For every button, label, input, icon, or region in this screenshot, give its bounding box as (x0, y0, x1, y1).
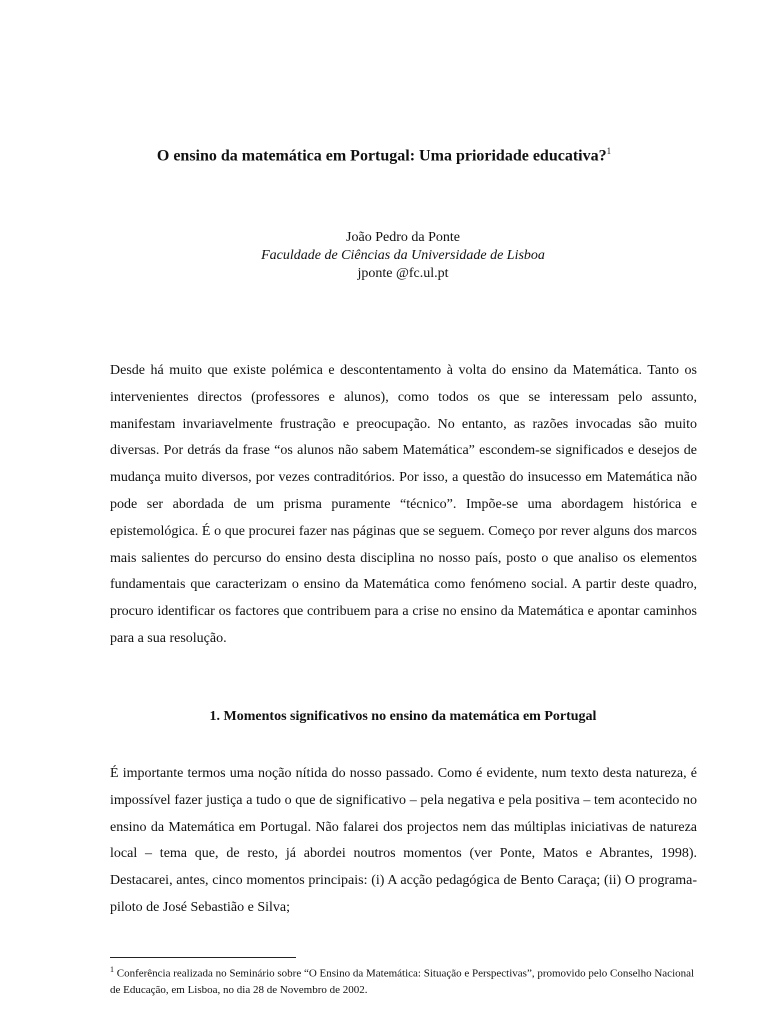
document-title (0, 146, 768, 165)
footnote-text: Conferência realizada no Seminário sobre “O Ensino da Matemática: Situação e Perspectivas”, promovido pelo Conselho Nacional de Educação, em Lisboa, no dia 28 de Novembro de 2002. (110, 967, 695, 996)
footnote-divider (110, 957, 296, 958)
intro-paragraph: Desde há muito que existe polémica e descontentamento à volta do ensino da Matemática. Tanto os intervenientes directos (professores e alunos), como todos os que se interessam pelo assunto, manifestam invariavelmente frustração e preocupação. No entanto, as razões invocadas são muito diversas. Por detrás da frase “os alunos não sabem Matemática” escondem-se significados e desejos de mudança muito diversos, por vezes contraditórios. Por isso, a questão do insucesso em Matemática não pode ser abordada de um prisma puramente “técnico”. Impõe-se uma abordagem histórica e epistemológica. É o que procurei fazer nas páginas que se seguem. Começo por rever alguns dos marcos mais salientes do percurso do ensino desta disciplina no nosso país, posto o que analiso os elementos fundamentais que caracterizam o ensino da Matemática como fenómeno social. A partir deste quadro, procuro identificar os factores que contribuem para a crise no ensino da Matemática e apontar caminhos para a sua resolução. (110, 363, 697, 646)
author-affiliation: Faculdade de Ciências da Universidade de Lisboa (261, 248, 545, 263)
section-heading: 1. Momentos significativos no ensino da matemática em Portugal (209, 709, 597, 724)
footnote (110, 962, 700, 998)
section-paragraph: É importante termos uma noção nítida do nosso passado. Como é evidente, num texto desta natureza, é impossível fazer justiça a tudo o que de significativo – pela negativa e pela positiva – tem acontecido no ensino da Matemática em Portugal. Não falarei dos projectos nem das múltiplas iniciativas de natureza local – tema que, de resto, já abordei noutros momentos (ver Ponte, Matos e Abrantes, 1998). Destacarei, antes, cinco momentos principais: (i) A acção pedagógica de Bento Caraça; (ii) O programa-piloto de José Sebastião e Silva; (110, 766, 697, 915)
author-name: João Pedro da Ponte (346, 230, 460, 245)
title-footnote-marker: 1 (606, 146, 612, 156)
author-block (0, 229, 768, 283)
author-email: jponte @fc.ul.pt (357, 266, 449, 281)
footnote-marker: 1 (110, 965, 114, 974)
title-text: O ensino da matemática em Portugal: Uma prioridade educativa? (156, 147, 607, 165)
